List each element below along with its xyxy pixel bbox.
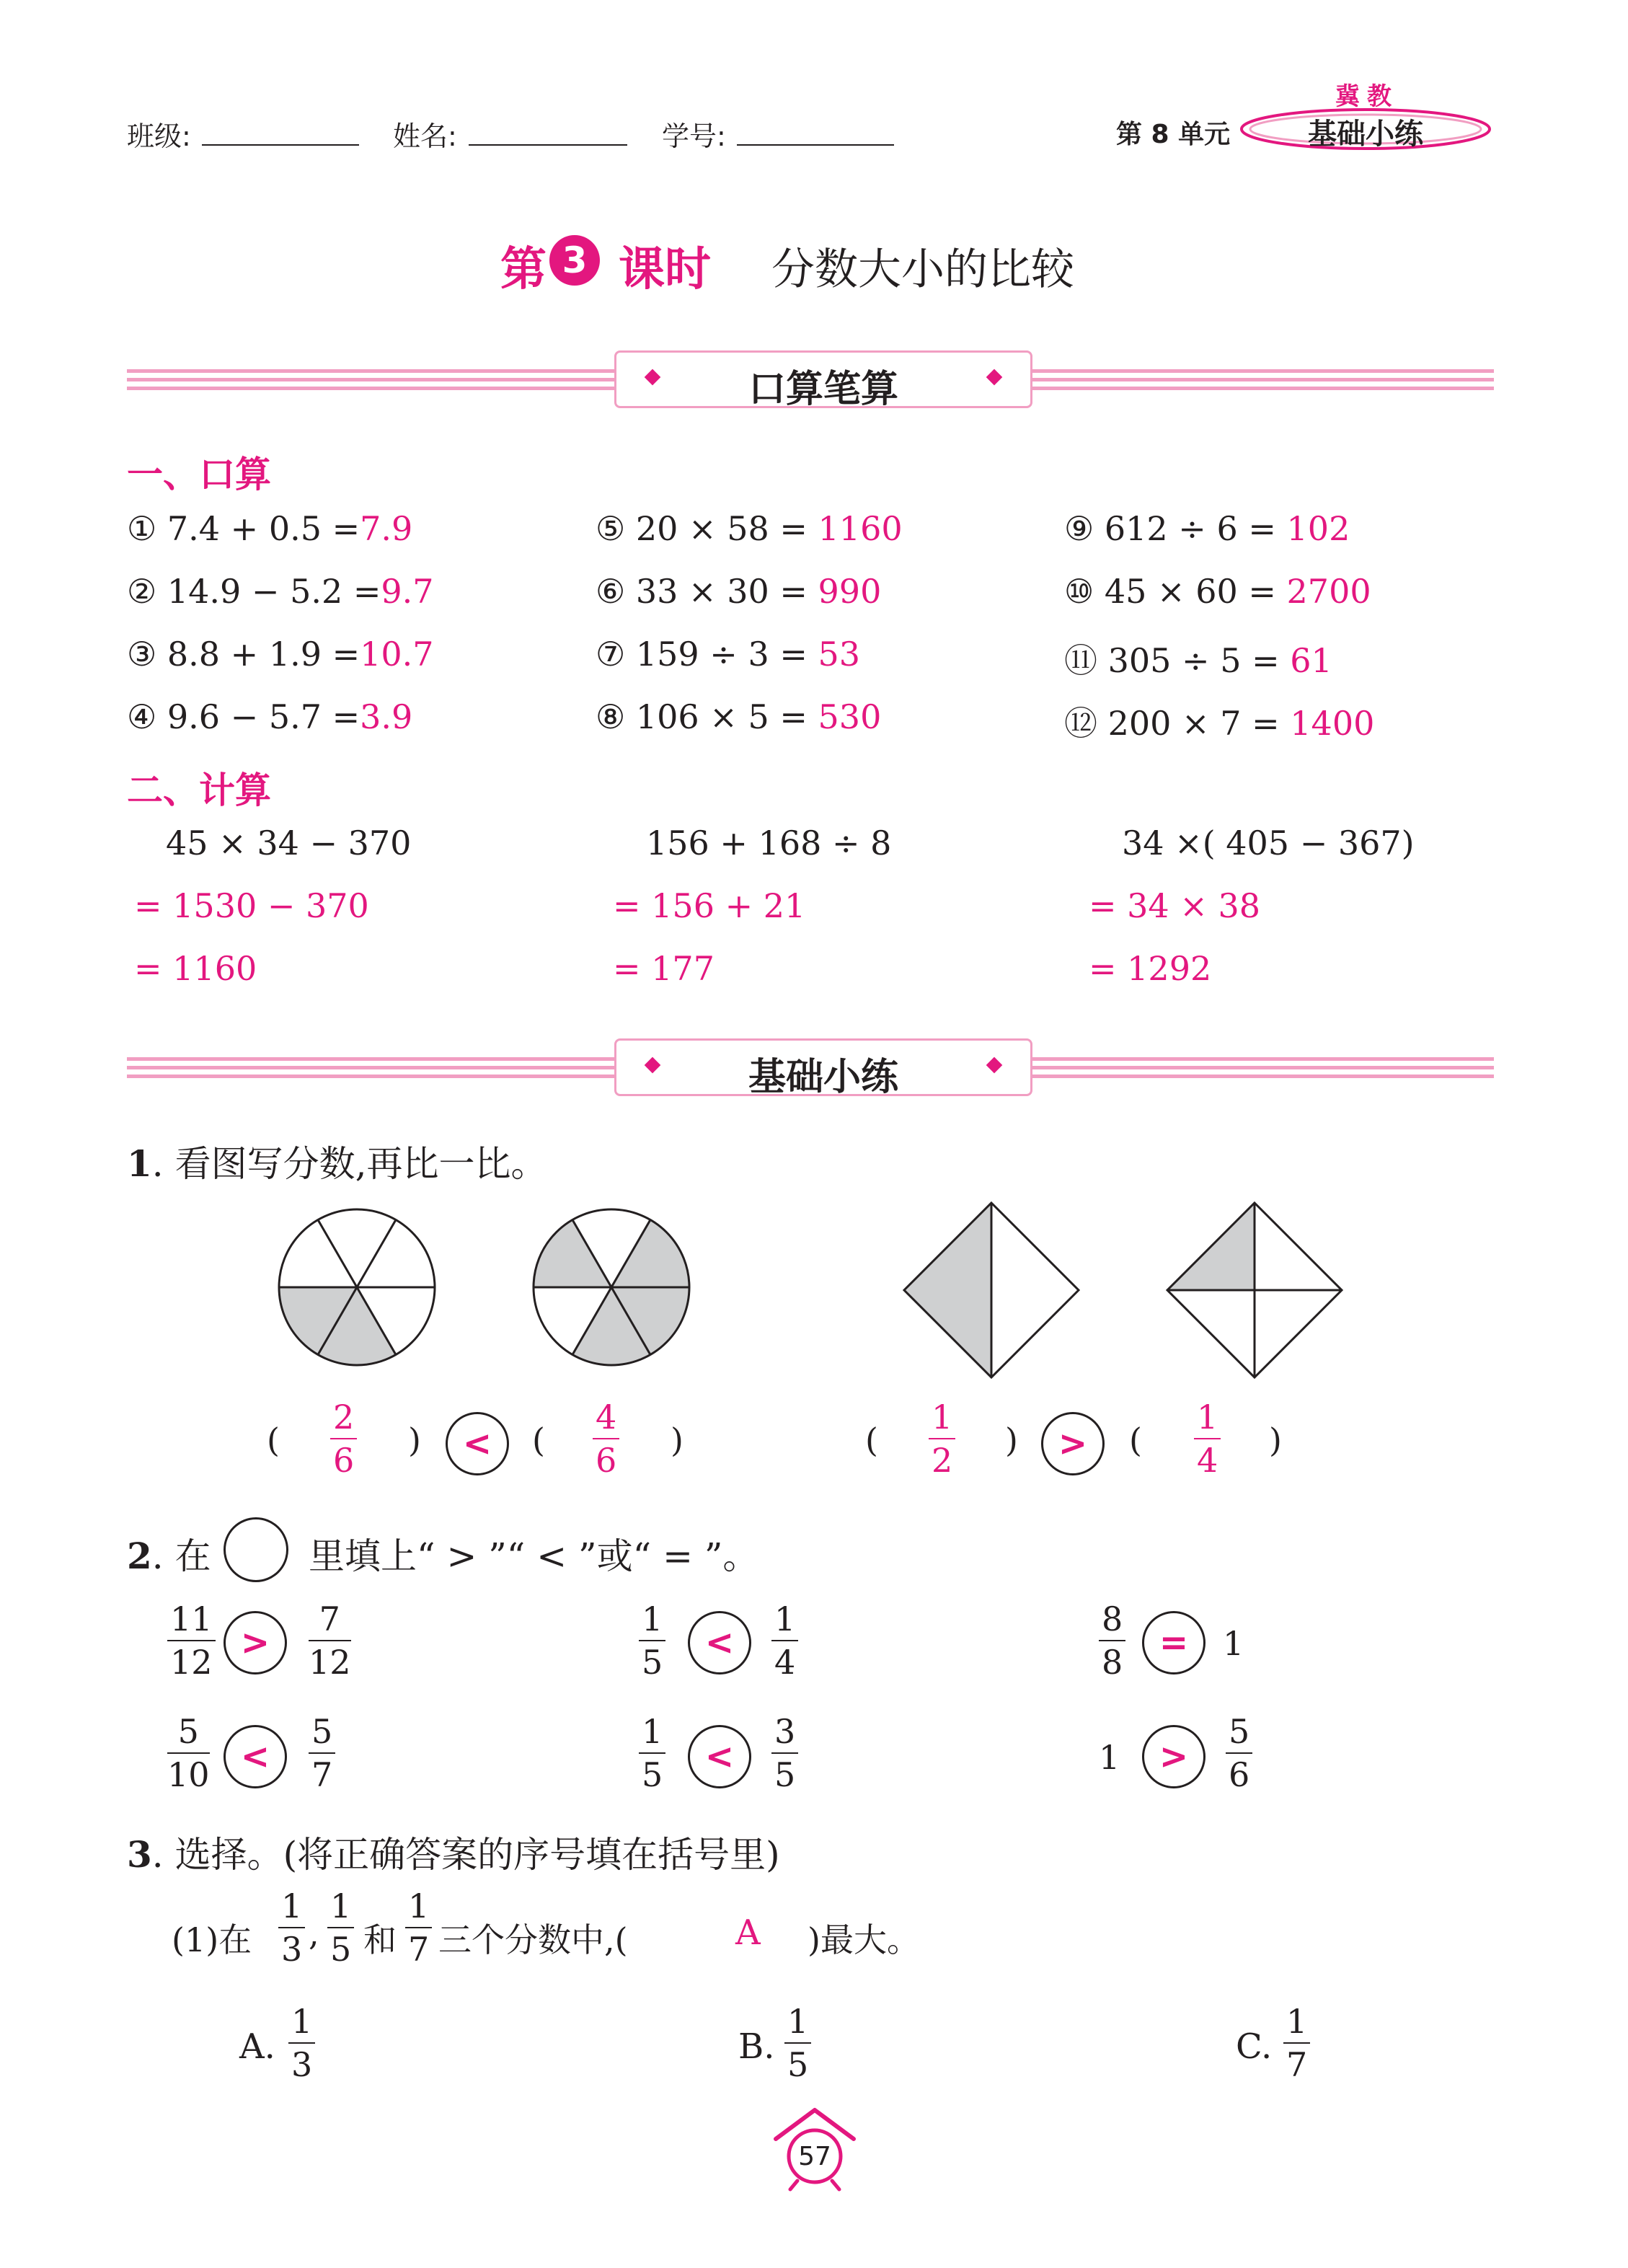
- section1-header: [614, 350, 1032, 411]
- fraction: 1 3: [278, 1889, 305, 1966]
- fraction: 8 8: [1099, 1602, 1125, 1679]
- fraction: 1 5: [327, 1889, 354, 1966]
- question-3: 3. 选择。(将正确答案的序号填在括号里): [127, 1833, 780, 1876]
- fraction-answer: 1 2: [929, 1400, 955, 1477]
- paren-open: (: [1129, 1421, 1142, 1460]
- fraction-answer: 4 6: [593, 1400, 619, 1477]
- choice-a-label[interactable]: A.: [239, 2026, 275, 2067]
- oral-item: ① 7.4 + 0.5 =7.9: [127, 509, 413, 548]
- circle-figure-2: [528, 1204, 694, 1370]
- fraction: 7 12: [309, 1599, 351, 1682]
- oral-item: ④ 9.6 − 5.7 =3.9: [127, 697, 413, 736]
- paren-close: ): [408, 1421, 421, 1460]
- choice-c-label[interactable]: C.: [1236, 2026, 1273, 2067]
- fraction: 1 5: [639, 1602, 665, 1679]
- choice-b-label[interactable]: B.: [738, 2026, 775, 2067]
- paren-open: (: [267, 1421, 280, 1460]
- section2-title: 基础小练: [748, 1056, 898, 1099]
- part2-heading: 二、计算: [127, 769, 271, 811]
- section1-title: 口算笔算: [748, 368, 898, 411]
- comparison-circle[interactable]: <: [688, 1611, 751, 1674]
- whole-number: 1: [1099, 1738, 1120, 1777]
- lesson-prefix: 第: [500, 243, 547, 296]
- comma: ,: [309, 1914, 319, 1953]
- sub-question-label: (1)在: [172, 1920, 252, 1959]
- section2-header: [614, 1038, 1032, 1099]
- oral-item: ⑧ 106 × 5 = 530: [596, 697, 882, 736]
- choice-answer[interactable]: A: [735, 1912, 761, 1953]
- lesson-number-badge: [549, 235, 600, 286]
- fraction: 1 5: [639, 1715, 665, 1791]
- oral-item: ② 14.9 − 5.2 =9.7: [127, 572, 434, 611]
- square-figure-2: [1164, 1200, 1345, 1380]
- fraction: 5 7: [309, 1715, 335, 1791]
- calc-expression: 34 ×( 405 − 367): [1122, 824, 1415, 862]
- calc-step: = 1530 − 370: [134, 886, 369, 925]
- choice-a-fraction: 1 3: [288, 2005, 315, 2081]
- fraction: 3 5: [771, 1715, 798, 1791]
- fraction: 11 12: [167, 1602, 216, 1679]
- oral-item: ⑫ 200 × 7 = 1400: [1064, 704, 1375, 743]
- calc-step: = 1292: [1089, 949, 1212, 988]
- comparison-circle[interactable]: >: [1041, 1412, 1105, 1475]
- lesson-number: 3: [562, 239, 588, 281]
- publisher-label: 冀教: [1335, 82, 1399, 111]
- blank-circle-example: [224, 1517, 288, 1582]
- question-2: 2. 在: [127, 1535, 211, 1577]
- question-1: 1. 看图写分数,再比一比。: [127, 1142, 547, 1185]
- fraction: 1 4: [771, 1602, 798, 1679]
- oral-item: ③ 8.8 + 1.9 =10.7: [127, 635, 434, 674]
- calc-step: = 177: [613, 949, 715, 988]
- id-label: 学号:: [662, 120, 726, 152]
- unit-label: 第 8 单元: [1116, 120, 1231, 149]
- circle-figure-1: [274, 1204, 440, 1370]
- conjunction: 和: [363, 1920, 397, 1959]
- choice-b-fraction: 1 5: [784, 2005, 811, 2081]
- name-label: 姓名:: [393, 120, 457, 152]
- calc-step: = 156 + 21: [613, 886, 806, 925]
- name-field[interactable]: [469, 144, 627, 146]
- calc-step: = 34 × 38: [1089, 886, 1261, 925]
- comparison-circle[interactable]: <: [446, 1412, 509, 1475]
- whole-number: 1: [1223, 1624, 1244, 1663]
- oral-item: ⑪ 305 ÷ 5 = 61: [1064, 641, 1332, 680]
- fraction: 5 10: [167, 1712, 210, 1794]
- fraction: 5 6: [1226, 1715, 1252, 1791]
- comparison-circle[interactable]: <: [224, 1725, 287, 1788]
- fraction: 1 7: [405, 1889, 432, 1966]
- paren-close: ): [1269, 1421, 1282, 1460]
- comparison-circle[interactable]: <: [688, 1725, 751, 1788]
- class-label: 班级:: [127, 120, 191, 152]
- lesson-suffix: 课时: [619, 243, 711, 296]
- sub-question-end: )最大。: [808, 1920, 920, 1959]
- fraction-answer: 2 6: [330, 1400, 357, 1477]
- oral-item: ⑤ 20 × 58 = 1160: [596, 509, 903, 548]
- square-figure-1: [901, 1200, 1081, 1380]
- comparison-circle[interactable]: >: [224, 1611, 287, 1674]
- oral-item: ⑦ 159 ÷ 3 = 53: [596, 635, 861, 674]
- paren-open: (: [865, 1421, 878, 1460]
- calc-step: = 1160: [134, 949, 257, 988]
- series-title: 基础小练: [1308, 118, 1423, 151]
- part1-heading: 一、口算: [127, 454, 271, 495]
- sub-question-text: 三个分数中,(: [438, 1920, 628, 1959]
- comparison-circle[interactable]: >: [1142, 1725, 1205, 1788]
- class-field[interactable]: [202, 144, 359, 146]
- paren-close: ): [1005, 1421, 1018, 1460]
- calc-expression: 156 + 168 ÷ 8: [646, 824, 892, 862]
- paren-open: (: [532, 1421, 545, 1460]
- question-2-instruction: 里填上“ > ”“ < ”或“ = ”。: [309, 1535, 759, 1577]
- fraction-answer: 1 4: [1194, 1400, 1221, 1477]
- id-field[interactable]: [737, 144, 894, 146]
- choice-c-fraction: 1 7: [1283, 2005, 1310, 2081]
- calc-expression: 45 × 34 − 370: [166, 824, 412, 862]
- oral-item: ⑥ 33 × 30 = 990: [596, 572, 882, 611]
- oral-item: ⑨ 612 ÷ 6 = 102: [1064, 509, 1350, 548]
- paren-close: ): [671, 1421, 684, 1460]
- oral-item: ⑩ 45 × 60 = 2700: [1064, 572, 1371, 611]
- page-number-badge: [770, 2106, 859, 2192]
- lesson-title: 分数大小的比较: [771, 244, 1074, 295]
- comparison-circle[interactable]: =: [1142, 1611, 1205, 1674]
- page-number: 57: [798, 2142, 831, 2171]
- series-logo: [1239, 107, 1492, 151]
